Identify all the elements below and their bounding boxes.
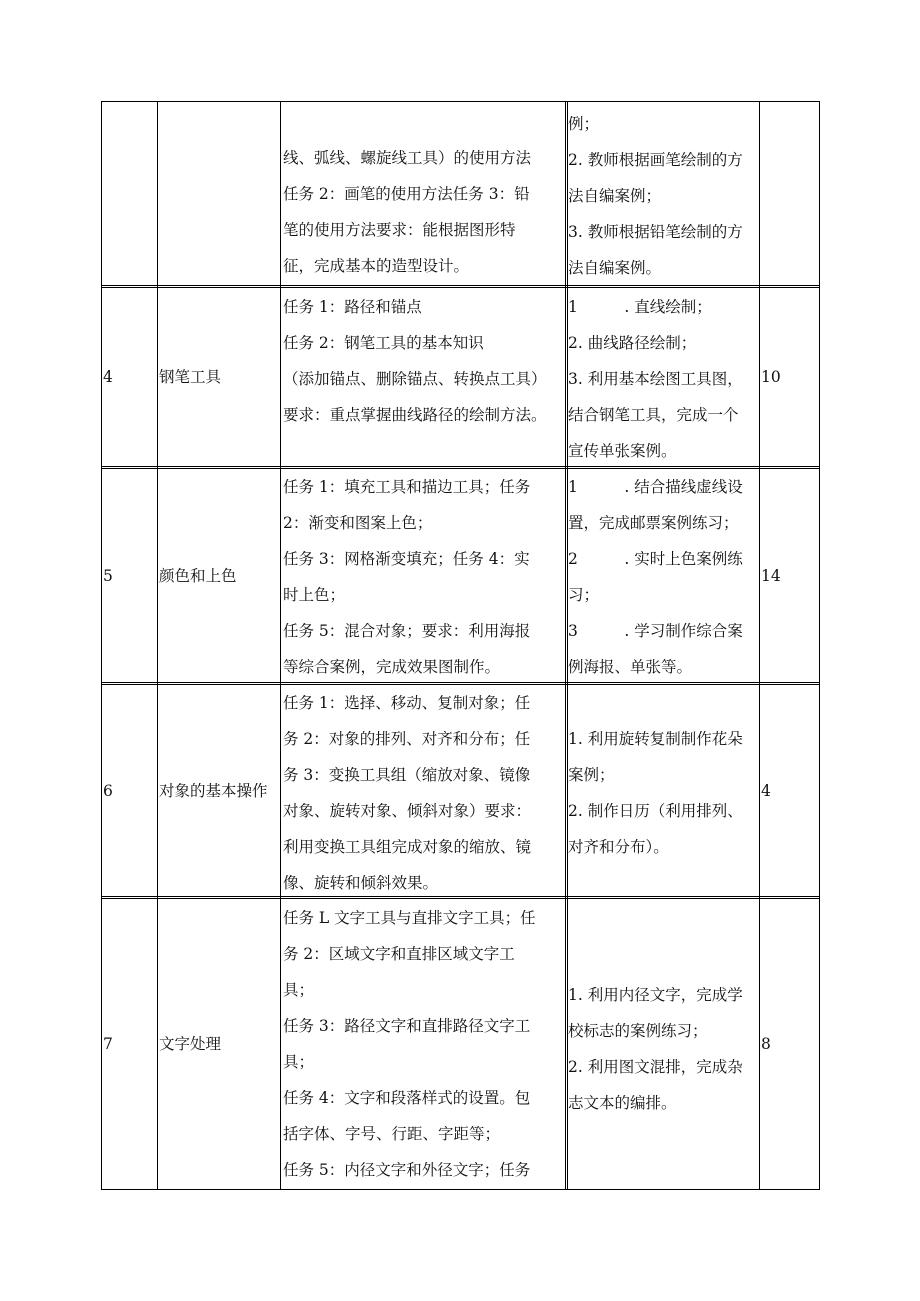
content-line: 任务 3：路径文字和直排路径文字工 xyxy=(283,1017,531,1035)
content-line: 任务 1：路径和锚点 xyxy=(283,298,422,316)
content-line: 任务 3：网格渐变填充；任务 4：实 xyxy=(283,550,530,568)
case-line: 宣传单张案例。 xyxy=(568,442,677,460)
case-line: 2 . 实时上色案例练 xyxy=(568,550,743,568)
row-number: 7 xyxy=(103,1035,113,1053)
case-line: 例海报、单张等。 xyxy=(568,658,693,676)
case-line: 法自编案例。 xyxy=(568,259,662,277)
column-divider xyxy=(565,101,566,1190)
content-line: 任务 L 文字工具与直排文字工具；任 xyxy=(283,909,536,927)
content-line: 征，完成基本的造型设计。 xyxy=(283,257,470,275)
table-row-content xyxy=(283,469,563,685)
content-line: 括字体、字号、行距、字距等； xyxy=(283,1125,501,1143)
content-line: 2：渐变和图案上色； xyxy=(283,514,433,532)
case-line: 2. 曲线路径绘制； xyxy=(568,334,697,352)
case-line: 对齐和分布）。 xyxy=(568,838,669,856)
content-line: 任务 2：画笔的使用方法任务 3：铅 xyxy=(283,185,530,203)
content-line: 任务 1：选择、移动、复制对象；任 xyxy=(283,694,531,712)
case-line: 1. 利用旋转复制制作花朵 xyxy=(568,730,743,748)
row-number: 6 xyxy=(103,781,113,800)
table-border-right xyxy=(819,101,820,1190)
table-border-left xyxy=(101,101,102,1190)
content-line: 任务 5：内径文字和外径文字；任务 xyxy=(283,1161,531,1179)
topic-name: 文字处理 xyxy=(159,1035,222,1053)
table-row-content xyxy=(283,900,563,1189)
content-line: 务 3：变换工具组（缩放对象、镜像 xyxy=(283,766,531,784)
topic-name: 颜色和上色 xyxy=(159,566,237,585)
content-line: 像、旋转和倾斜效果。 xyxy=(283,874,439,892)
case-line: 1 . 结合描线虚线设 xyxy=(568,478,743,496)
table-row-content xyxy=(283,289,563,433)
content-line: 对象、旋转对象、倾斜对象）要求： xyxy=(283,802,532,820)
content-line: 任务 2：钢笔工具的基本知识 xyxy=(283,334,484,352)
case-line: 志文本的编排。 xyxy=(568,1094,677,1112)
class-hours: 10 xyxy=(761,368,781,386)
content-line: 要求：重点掌握曲线路径的绘制方法。 xyxy=(283,406,547,424)
content-line: 笔的使用方法要求：能根据图形特 xyxy=(283,221,516,239)
content-line: 务 2：对象的排列、对齐和分布；任 xyxy=(283,730,531,748)
class-hours: 14 xyxy=(761,566,781,585)
table-border-top xyxy=(101,101,820,102)
table-border-bottom xyxy=(101,1189,820,1190)
case-line: 1. 利用内径文字，完成学 xyxy=(568,986,743,1004)
case-line: 2. 教师根据画笔绘制的方 xyxy=(568,151,743,169)
case-line: 1 . 直线绘制； xyxy=(568,298,712,316)
column-divider xyxy=(759,101,760,1190)
case-line: 2. 利用图文混排，完成杂 xyxy=(568,1058,743,1076)
content-line: 线、弧线、螺旋线工具）的使用方法 xyxy=(283,149,532,167)
row-number: 5 xyxy=(103,566,113,585)
content-line: 具； xyxy=(283,1053,315,1071)
content-line: 利用变换工具组完成对象的缩放、镜 xyxy=(283,838,532,856)
content-line: 任务 5：混合对象；要求：利用海报 xyxy=(283,622,531,640)
class-hours: 8 xyxy=(761,1035,771,1053)
case-line: 校标志的案例练习； xyxy=(568,1022,708,1040)
column-divider xyxy=(280,101,281,1190)
column-divider xyxy=(157,101,158,1190)
table-row-cases xyxy=(568,106,758,286)
case-line: 3. 教师根据铅笔绘制的方 xyxy=(568,223,743,241)
case-line: 3 . 学习制作综合案 xyxy=(568,622,743,640)
case-line: 例； xyxy=(568,115,600,133)
content-line: 具； xyxy=(283,981,315,999)
table-row-cases xyxy=(568,721,758,865)
class-hours: 4 xyxy=(761,781,771,800)
table-row-content xyxy=(283,140,563,284)
table-row-content xyxy=(283,685,563,901)
case-line: 习； xyxy=(568,586,600,604)
case-line: 置，完成邮票案例练习； xyxy=(568,514,739,532)
content-line: 务 2：区域文字和直排区域文字工 xyxy=(283,945,515,963)
content-line: 时上色； xyxy=(283,586,346,604)
table-row-cases xyxy=(568,469,758,685)
case-line: 法自编案例； xyxy=(568,187,662,205)
topic-name: 钢笔工具 xyxy=(159,368,222,386)
row-number: 4 xyxy=(103,368,113,386)
content-line: （添加锚点、删除锚点、转换点工具） xyxy=(283,370,547,388)
table-row-cases xyxy=(568,977,758,1121)
content-line: 任务 4：文字和段落样式的设置。包 xyxy=(283,1089,531,1107)
case-line: 3. 利用基本绘图工具图， xyxy=(568,370,743,388)
topic-name: 对象的基本操作 xyxy=(159,781,268,800)
case-line: 案例； xyxy=(568,766,615,784)
content-line: 等综合案例，完成效果图制作。 xyxy=(283,658,501,676)
content-line: 任务 1：填充工具和描边工具；任务 xyxy=(283,478,531,496)
case-line: 结合钢笔工具，完成一个 xyxy=(568,406,739,424)
case-line: 2. 制作日历（利用排列、 xyxy=(568,802,743,820)
table-row-cases xyxy=(568,289,758,469)
